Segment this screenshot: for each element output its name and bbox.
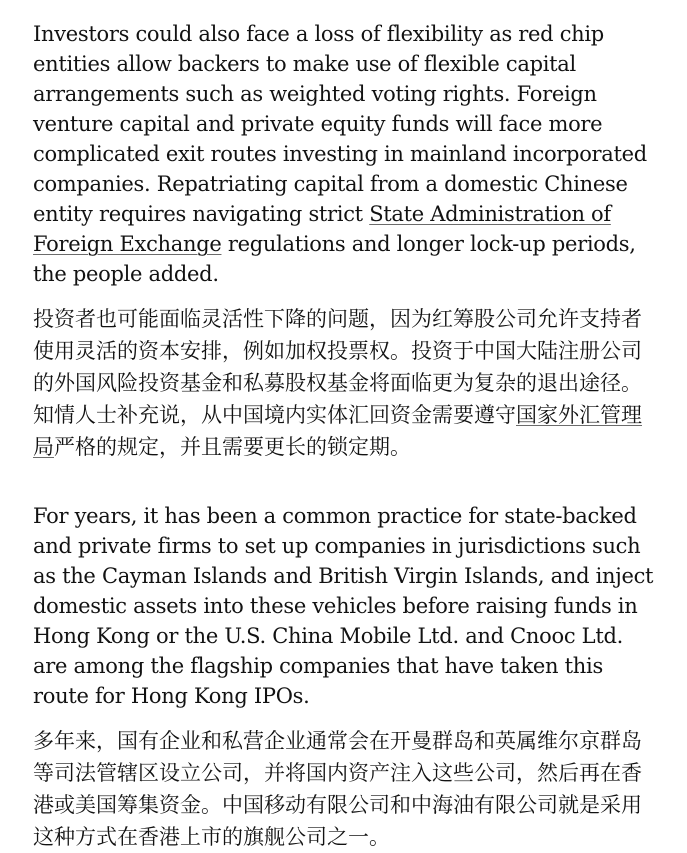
text-segment: 严格的规定，并且需要更长的锁定期。 bbox=[54, 435, 411, 459]
text-segment: 投资者也可能面临灵活性下降的问题，因为红筹股公司允许支持者使用灵活的资本安排，例如加权投票权。投资于中国大陆注册公司的外国风险投资基金和私募股权基金将面临更为复杂的退出途径。知情人士补充说，从中国境内实体汇回资金需要遵守 bbox=[33, 307, 642, 427]
text-segment: For years, it has been a common practice for state-backed and private firms to set up companies in jurisdictions such as the Cayman Islands and British Virgin Islands, and inject domestic assets into these vehicles before raising funds in Hong Kong or the U.S. China Mobile Ltd. and Cnooc Ltd. are among the flagship companies that have taken this route for Hong Kong IPOs. bbox=[33, 504, 654, 708]
paragraph-zh-4 bbox=[33, 725, 657, 853]
state-administration-of-foreign-exchange-link[interactable]: State Administration of Foreign Exchange bbox=[33, 202, 611, 256]
text-segment: regulations and longer lock-up periods, the people added. bbox=[33, 232, 636, 286]
text-segment: 多年来，国有企业和私营企业通常会在开曼群岛和英属维尔京群岛等司法管辖区设立公司，并将国内资产注入这些公司，然后再在香港或美国筹集资金。中国移动有限公司和中海油有限公司就是采用这种方式在香港上市的旗舰公司之一。 bbox=[33, 729, 642, 849]
paragraph-en-1 bbox=[33, 19, 657, 289]
state-administration-of-foreign-exchange-link-zh[interactable]: 国家外汇管理局 bbox=[33, 403, 642, 459]
paragraph-en-3 bbox=[33, 501, 657, 711]
text-segment: Investors could also face a loss of flexibility as red chip entities allow backers to make use of flexible capital arrangements such as weighted voting rights. Foreign venture capital and private equity funds will face more complicated exit routes investing in mainland incorporated companies. Repatriating capital from a domestic Chinese entity requires navigating strict bbox=[33, 22, 647, 226]
paragraph-zh-2 bbox=[33, 303, 657, 463]
